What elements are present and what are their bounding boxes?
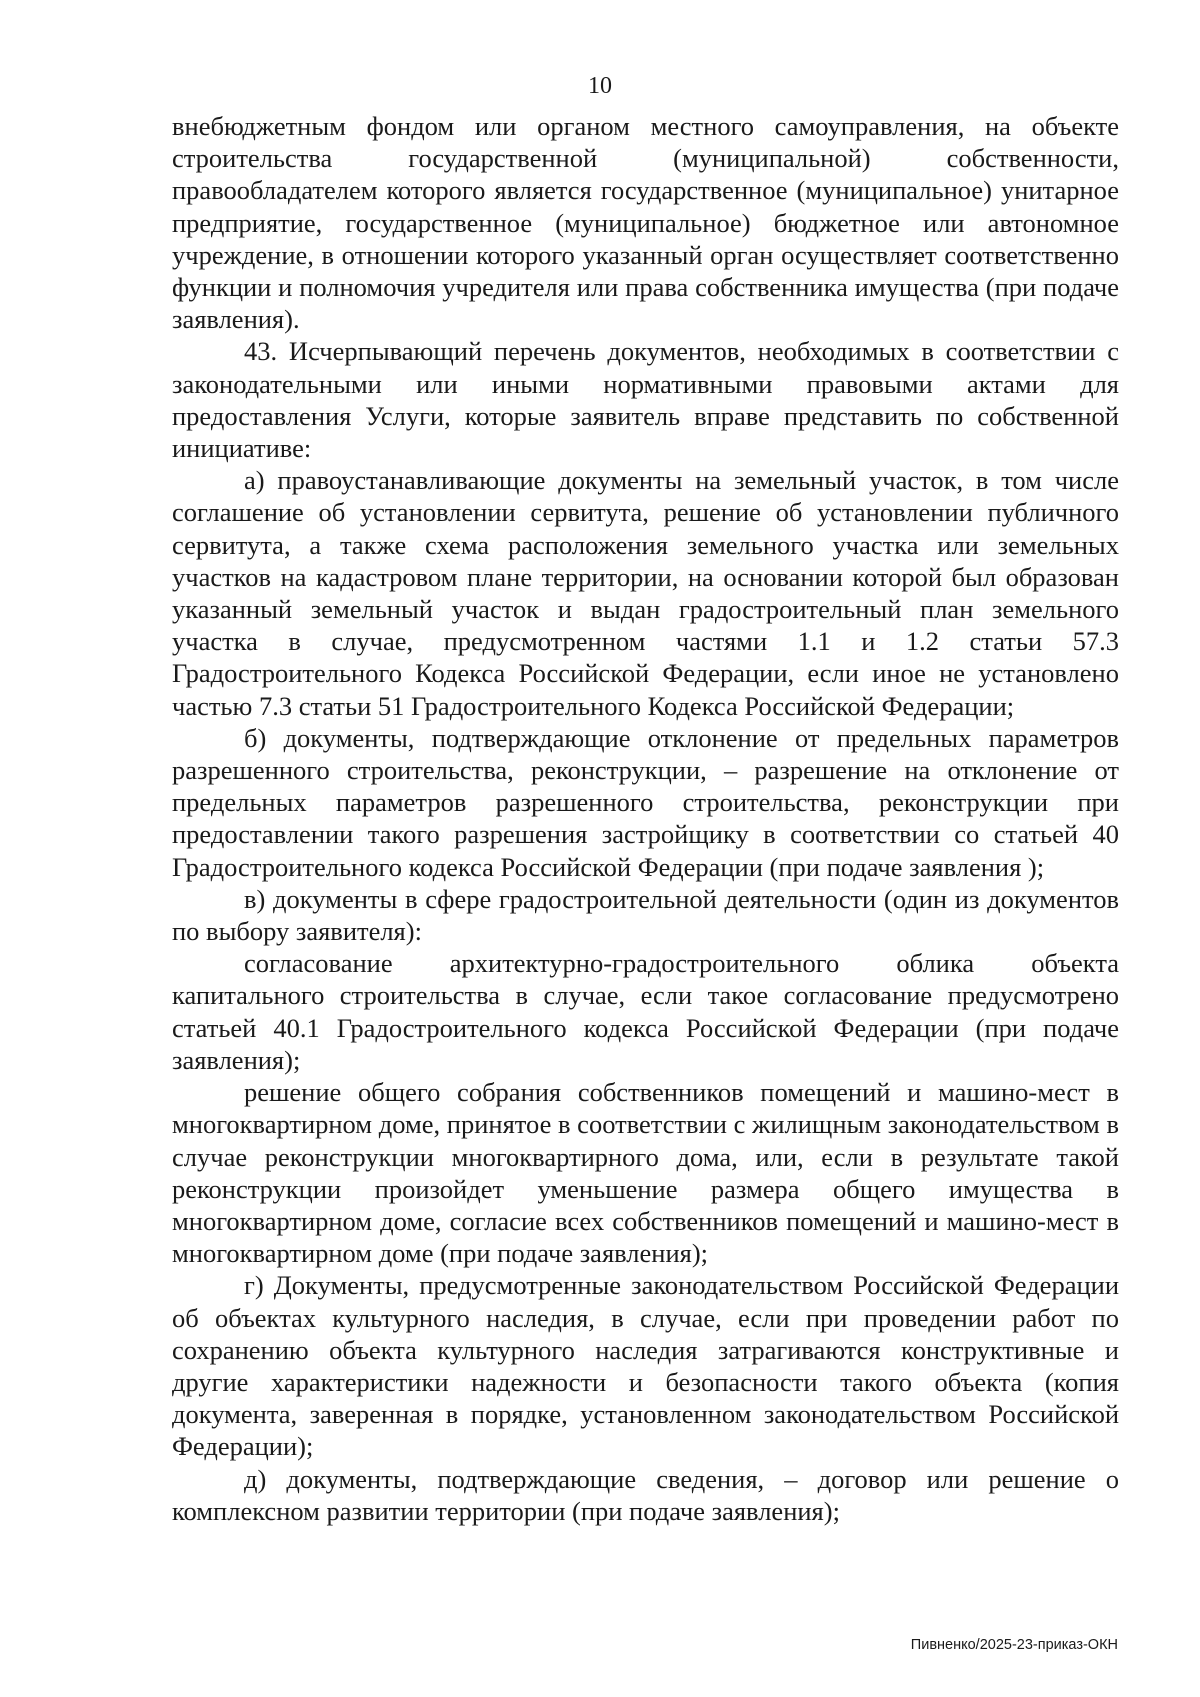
paragraph-reshenie: решение общего собрания собственников помещений и машино-мест в многоквартирном доме, принятое в соответствии с жилищным законодательством в случае реконструкции многоквартирного дома, или, если в результате такой реконструкции произойдет уменьшение размера общего имущества в многоквартирном доме, согласие всех собственников помещений и машино-мест в многоквартирном доме (при подаче заявления);: [172, 1077, 1119, 1269]
paragraph-soglasovanie: согласование архитектурно-градостроительного облика объекта капитального строительства в случае, если такое согласование предусмотрено статьей 40.1 Градостроительного кодекса Российской Федерации (при подаче заявления);: [172, 948, 1119, 1075]
paragraph-subitem-a: а) правоустанавливающие документы на земельный участок, в том числе соглашение об установлении сервитута, решение об установлении публичного сервитута, а также схема расположения земельного участка или земельных участков на кадастровом плане территории, на основании которой был образован указанный земельный участок и выдан градостроительный план земельного участка в случае, предусмотренном частями 1.1 и 1.2 статьи 57.3 Градостроительного Кодекса Российской Федерации, если иное не установлено частью 7.3 статьи 51 Градостроительного Кодекса Российской Федерации;: [172, 465, 1119, 721]
paragraph-subitem-g: г) Документы, предусмотренные законодательством Российской Федерации об объектах культурного наследия, в случае, если при проведении работ по сохранению объекта культурного наследия затрагиваются конструктивные и другие характеристики надежности и безопасности такого объекта (копия документа, заверенная в порядке, установленном законодательством Российской Федерации);: [172, 1270, 1119, 1462]
page-number: 10: [588, 73, 612, 99]
paragraph-item-43: 43. Исчерпывающий перечень документов, необходимых в соответствии с законодательными или иными нормативными правовыми актами для предоставления Услуги, которые заявитель вправе представить по собственной инициативе:: [172, 336, 1119, 464]
paragraph-subitem-d: д) документы, подтверждающие сведения, – договор или решение о комплексном развитии территории (при подаче заявления);: [172, 1463, 1119, 1526]
document-footer-code: Пивненко/2025-23-приказ-ОКН: [910, 1637, 1118, 1653]
document-body: [172, 110, 1119, 1527]
paragraph-subitem-v: в) документы в сфере градостроительной деятельности (один из документов по выбору заявителя):: [172, 883, 1119, 947]
paragraph-subitem-b: б) документы, подтверждающие отклонение от предельных параметров разрешенного строительства, реконструкции, – разрешение на отклонение от предельных параметров разрешенного строительства, реконструкции при предоставлении такого разрешения застройщику в соответствии со статьей 40 Градостроительного кодекса Российской Федерации (при подаче заявления );: [172, 722, 1119, 882]
paragraph-continuation: внебюджетным фондом или органом местного самоуправления, на объекте строительства государственной (муниципальной) собственности, правообладателем которого является государственное (муниципальное) унитарное предприятие, государственное (муниципальное) бюджетное или автономное учреждение, в отношении которого указанный орган осуществляет соответственно функции и полномочия учредителя или права собственника имущества (при подаче заявления).: [172, 111, 1119, 335]
